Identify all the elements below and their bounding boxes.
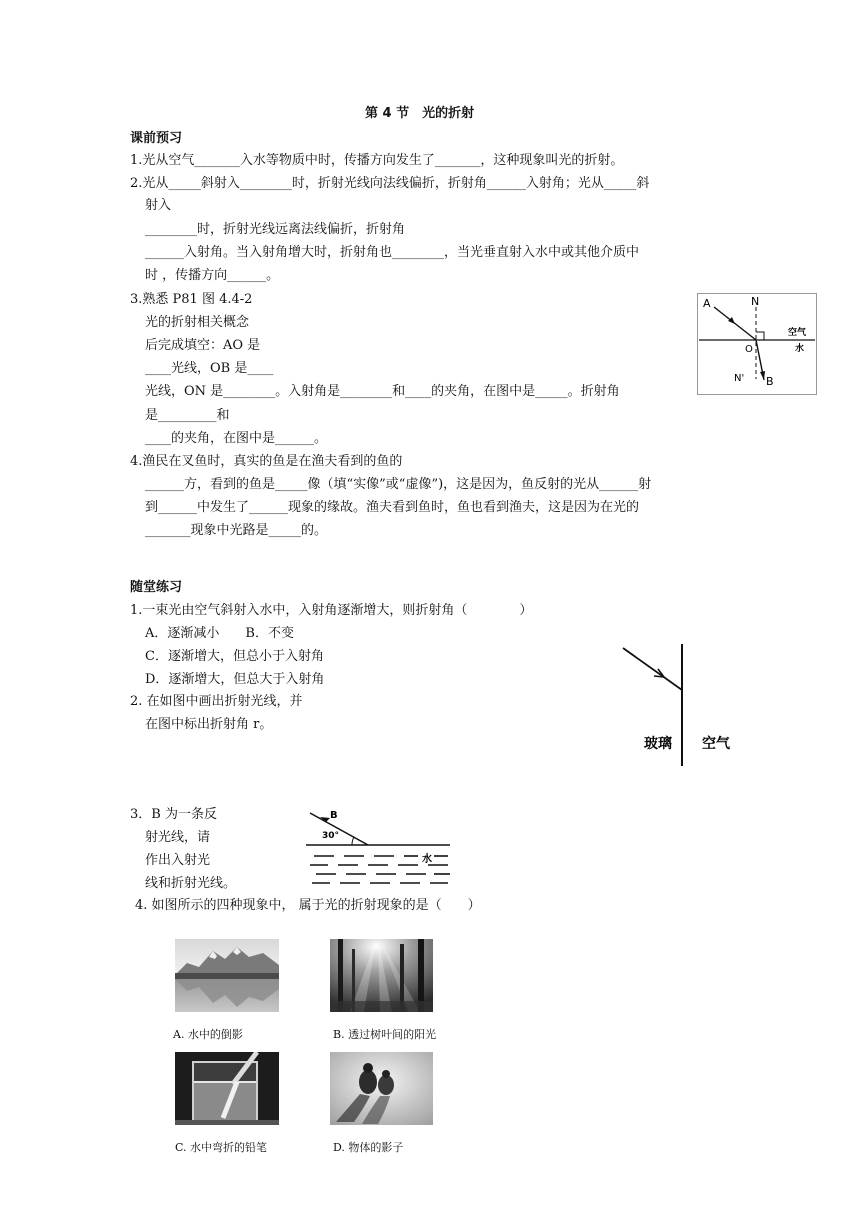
section-heading-practice: 随堂练习 — [130, 580, 183, 595]
preview-line: 2.光从_____斜射入________时，折射光线向法线偏折，折射角______入射角；光从_____斜 — [130, 176, 650, 191]
question-1-option: C．逐渐增大，但总小于入射角 — [145, 649, 324, 664]
question-2-line: 在图中标出折射角 r。 — [145, 717, 273, 732]
photo-pencil-in-water — [175, 1052, 279, 1125]
figure1-label-A: A — [703, 297, 711, 310]
figure1-label-water: 水 — [795, 344, 805, 354]
page-title: 第 4 节 光的折射 — [365, 106, 475, 121]
caption-c: C. 水中弯折的铅笔 — [175, 1141, 268, 1154]
figure2-label-glass: 玻璃 — [644, 736, 672, 752]
preview-line: 光的折射相关概念 — [145, 315, 250, 330]
caption-b: B. 透过树叶间的阳光 — [333, 1028, 437, 1041]
preview-line: _______现象中光路是_____的。 — [145, 523, 328, 538]
preview-line: 光线，ON 是________。入射角是________和____的夹角，在图中是_____。折射角 — [145, 384, 620, 399]
figure1-label-N2: N' — [734, 373, 745, 384]
preview-line: 后完成填空：AO 是 — [145, 338, 261, 353]
figure2-label-air: 空气 — [702, 736, 730, 752]
figure1-label-N: N — [751, 295, 760, 308]
glass-air-figure — [620, 640, 750, 770]
preview-line: 射入 — [145, 198, 172, 213]
preview-line: 是_________和 — [145, 408, 230, 423]
preview-line: 1.光从空气_______入水等物质中时，传播方向发生了_______，这种现象叫光的折射。 — [130, 153, 624, 168]
preview-line: 时 ，传播方向______。 — [145, 268, 280, 283]
question-3-line: 线和折射光线。 — [145, 876, 237, 891]
question-4: 4. 如图所示的四种现象中， 属于光的折射现象的是（ ） — [135, 898, 481, 913]
preview-line: ____光线，OB 是____ — [145, 361, 274, 376]
question-2-line: 2. 在如图中画出折射光线，并 — [130, 694, 303, 709]
photo-sunlight-through-trees — [330, 939, 433, 1012]
figure3-label-angle: 30° — [322, 831, 340, 841]
photo-object-shadow — [330, 1052, 433, 1125]
question-1-option: D．逐渐增大，但总大于入射角 — [145, 672, 325, 687]
caption-d: D. 物体的影子 — [333, 1141, 404, 1154]
preview-line: ____的夹角，在图中是______。 — [145, 431, 328, 446]
preview-line: ______入射角。当入射角增大时，折射角也________，当光垂直射入水中或其他介质中 — [145, 245, 640, 260]
figure3-label-B: B — [330, 810, 338, 821]
figure1-label-air: 空气 — [788, 328, 807, 338]
preview-line: ______方，看到的鱼是_____像（填“实像”或“虚像”)，这是因为，鱼反射的光从______射 — [145, 477, 652, 492]
question-3-line: 射光线，请 — [145, 830, 211, 845]
question-1-option: A．逐渐减小 B．不变 — [145, 626, 294, 641]
preview-line: 4.渔民在叉鱼时，真实的鱼是在渔夫看到的鱼的 — [130, 454, 403, 469]
question-3-line: 3．B 为一条反 — [130, 807, 217, 822]
photo-water-reflection — [175, 939, 279, 1012]
preview-line: 3.熟悉 P81 图 4.4-2 — [130, 292, 253, 307]
question-1: 1.一束光由空气斜射入水中，入射角逐渐增大，则折射角（ ） — [130, 603, 533, 618]
caption-a: A. 水中的倒影 — [173, 1028, 243, 1041]
section-heading-preview: 课前预习 — [130, 131, 183, 146]
refraction-diagram-figure — [697, 293, 817, 395]
figure1-label-B: B — [766, 375, 774, 388]
reflection-water-figure — [300, 805, 455, 890]
figure1-label-O: O — [745, 344, 753, 355]
question-3-line: 作出入射光 — [145, 853, 211, 868]
preview-line: 到______中发生了______现象的缘故。渔夫看到鱼时，鱼也看到渔夫，这是因为在光的 — [145, 500, 640, 515]
figure3-label-water: 水 — [422, 854, 432, 865]
preview-line: ________时，折射光线远离法线偏折，折射角 — [145, 222, 406, 237]
